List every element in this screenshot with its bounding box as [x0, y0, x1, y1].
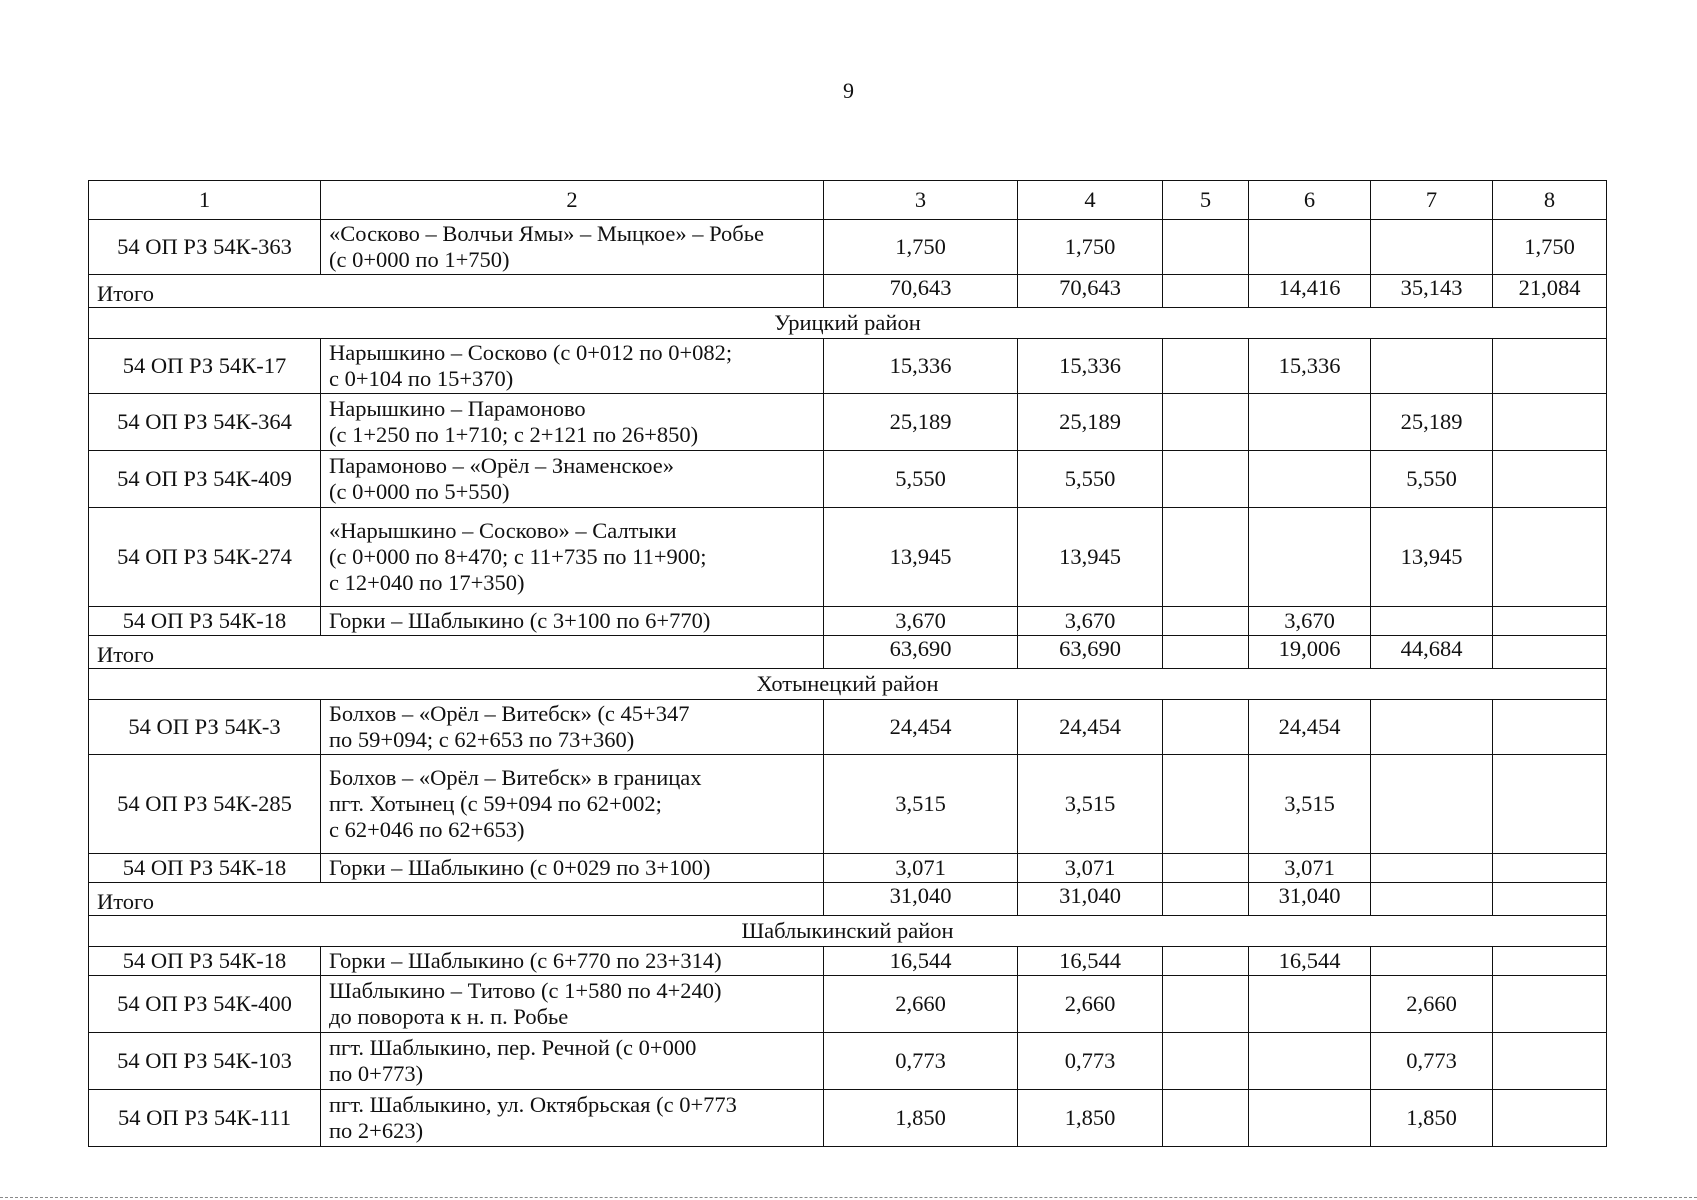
value-col6 — [1249, 451, 1371, 508]
value-col8 — [1493, 700, 1607, 755]
value-col7 — [1371, 607, 1493, 636]
value-col8 — [1493, 339, 1607, 394]
value-col6 — [1249, 508, 1371, 607]
column-number: 3 — [824, 181, 1018, 220]
value-col3: 1,750 — [824, 220, 1018, 275]
road-name: Парамоново – «Орёл – Знаменское» (с 0+000 по 5+550) — [321, 451, 824, 508]
road-code: 54 ОП РЗ 54К-18 — [89, 607, 321, 636]
value-col5 — [1163, 607, 1249, 636]
value-col8 — [1493, 508, 1607, 607]
road-name: пгт. Шаблыкино, пер. Речной (с 0+000 по 0+773) — [321, 1033, 824, 1090]
total-col7: 44,684 — [1371, 636, 1493, 669]
table-row — [89, 700, 1607, 755]
total-row — [89, 883, 1607, 916]
value-col3: 3,515 — [824, 755, 1018, 854]
value-col4: 1,850 — [1018, 1090, 1163, 1147]
value-col7 — [1371, 339, 1493, 394]
road-code: 54 ОП РЗ 54К-409 — [89, 451, 321, 508]
value-col8 — [1493, 854, 1607, 883]
total-col8 — [1493, 883, 1607, 916]
table-row — [89, 976, 1607, 1033]
value-col7: 2,660 — [1371, 976, 1493, 1033]
table-row — [89, 607, 1607, 636]
road-name: Горки – Шаблыкино (с 0+029 по 3+100) — [321, 854, 824, 883]
roads-table — [88, 180, 1607, 1147]
value-col6 — [1249, 220, 1371, 275]
value-col5 — [1163, 755, 1249, 854]
road-code: 54 ОП РЗ 54К-400 — [89, 976, 321, 1033]
total-col7 — [1371, 883, 1493, 916]
value-col7: 0,773 — [1371, 1033, 1493, 1090]
road-code: 54 ОП РЗ 54К-18 — [89, 854, 321, 883]
value-col3: 13,945 — [824, 508, 1018, 607]
total-col6: 31,040 — [1249, 883, 1371, 916]
total-label: Итого — [89, 275, 824, 308]
district-title: Хотынецкий район — [89, 669, 1607, 700]
table-row — [89, 508, 1607, 607]
value-col3: 1,850 — [824, 1090, 1018, 1147]
table-row — [89, 451, 1607, 508]
district-title: Урицкий район — [89, 308, 1607, 339]
value-col3: 15,336 — [824, 339, 1018, 394]
value-col7: 25,189 — [1371, 394, 1493, 451]
value-col7: 5,550 — [1371, 451, 1493, 508]
value-col4: 15,336 — [1018, 339, 1163, 394]
road-code: 54 ОП РЗ 54К-17 — [89, 339, 321, 394]
value-col4: 0,773 — [1018, 1033, 1163, 1090]
table-row — [89, 220, 1607, 275]
value-col3: 2,660 — [824, 976, 1018, 1033]
column-number: 2 — [321, 181, 824, 220]
value-col8 — [1493, 394, 1607, 451]
value-col5 — [1163, 1090, 1249, 1147]
total-row — [89, 275, 1607, 308]
value-col3: 0,773 — [824, 1033, 1018, 1090]
value-col8 — [1493, 755, 1607, 854]
value-col3: 24,454 — [824, 700, 1018, 755]
value-col8 — [1493, 1090, 1607, 1147]
value-col8 — [1493, 451, 1607, 508]
value-col7 — [1371, 220, 1493, 275]
column-number: 7 — [1371, 181, 1493, 220]
road-name: Нарышкино – Сосково (с 0+012 по 0+082; с 0+104 по 15+370) — [321, 339, 824, 394]
district-row — [89, 308, 1607, 339]
table-row — [89, 394, 1607, 451]
table-row — [89, 1033, 1607, 1090]
value-col8 — [1493, 976, 1607, 1033]
total-col5 — [1163, 275, 1249, 308]
value-col6: 3,515 — [1249, 755, 1371, 854]
value-col4: 13,945 — [1018, 508, 1163, 607]
value-col5 — [1163, 854, 1249, 883]
road-code: 54 ОП РЗ 54К-285 — [89, 755, 321, 854]
value-col7: 13,945 — [1371, 508, 1493, 607]
value-col6 — [1249, 1090, 1371, 1147]
value-col5 — [1163, 508, 1249, 607]
column-number-row — [89, 181, 1607, 220]
scan-edge-line — [0, 1197, 1697, 1199]
column-number: 6 — [1249, 181, 1371, 220]
value-col4: 3,071 — [1018, 854, 1163, 883]
table-row — [89, 1090, 1607, 1147]
value-col5 — [1163, 339, 1249, 394]
district-title: Шаблыкинский район — [89, 916, 1607, 947]
value-col8 — [1493, 947, 1607, 976]
value-col7 — [1371, 755, 1493, 854]
table-row — [89, 755, 1607, 854]
value-col7 — [1371, 947, 1493, 976]
total-col6: 19,006 — [1249, 636, 1371, 669]
road-code: 54 ОП РЗ 54К-3 — [89, 700, 321, 755]
total-col5 — [1163, 636, 1249, 669]
column-number: 5 — [1163, 181, 1249, 220]
total-col4: 70,643 — [1018, 275, 1163, 308]
road-name: «Сосково – Волчьи Ямы» – Мыцкое» – Робье (с 0+000 по 1+750) — [321, 220, 824, 275]
value-col6: 24,454 — [1249, 700, 1371, 755]
value-col8: 1,750 — [1493, 220, 1607, 275]
value-col6: 3,670 — [1249, 607, 1371, 636]
road-code: 54 ОП РЗ 54К-363 — [89, 220, 321, 275]
value-col4: 1,750 — [1018, 220, 1163, 275]
value-col7 — [1371, 854, 1493, 883]
district-row — [89, 669, 1607, 700]
value-col3: 25,189 — [824, 394, 1018, 451]
total-label: Итого — [89, 883, 824, 916]
road-name: Шаблыкино – Титово (с 1+580 по 4+240) до поворота к н. п. Робье — [321, 976, 824, 1033]
total-col8 — [1493, 636, 1607, 669]
total-col5 — [1163, 883, 1249, 916]
value-col6: 15,336 — [1249, 339, 1371, 394]
road-name: «Нарышкино – Сосково» – Салтыки (с 0+000 по 8+470; с 11+735 по 11+900; с 12+040 по 17+350) — [321, 508, 824, 607]
road-name: Нарышкино – Парамоново (с 1+250 по 1+710; с 2+121 по 26+850) — [321, 394, 824, 451]
road-code: 54 ОП РЗ 54К-364 — [89, 394, 321, 451]
road-name: Горки – Шаблыкино (с 6+770 по 23+314) — [321, 947, 824, 976]
table-row — [89, 947, 1607, 976]
value-col4: 16,544 — [1018, 947, 1163, 976]
value-col3: 16,544 — [824, 947, 1018, 976]
total-col3: 31,040 — [824, 883, 1018, 916]
value-col4: 25,189 — [1018, 394, 1163, 451]
value-col5 — [1163, 220, 1249, 275]
value-col8 — [1493, 607, 1607, 636]
value-col5 — [1163, 947, 1249, 976]
value-col5 — [1163, 451, 1249, 508]
value-col6: 16,544 — [1249, 947, 1371, 976]
total-col3: 70,643 — [824, 275, 1018, 308]
value-col4: 24,454 — [1018, 700, 1163, 755]
road-code: 54 ОП РЗ 54К-111 — [89, 1090, 321, 1147]
column-number: 4 — [1018, 181, 1163, 220]
value-col5 — [1163, 394, 1249, 451]
value-col3: 3,071 — [824, 854, 1018, 883]
value-col4: 3,515 — [1018, 755, 1163, 854]
total-col4: 63,690 — [1018, 636, 1163, 669]
value-col6 — [1249, 1033, 1371, 1090]
table-row — [89, 339, 1607, 394]
total-col8: 21,084 — [1493, 275, 1607, 308]
total-label: Итого — [89, 636, 824, 669]
value-col4: 3,670 — [1018, 607, 1163, 636]
value-col7: 1,850 — [1371, 1090, 1493, 1147]
value-col3: 5,550 — [824, 451, 1018, 508]
value-col5 — [1163, 700, 1249, 755]
road-code: 54 ОП РЗ 54К-103 — [89, 1033, 321, 1090]
road-name: пгт. Шаблыкино, ул. Октябрьская (с 0+773 по 2+623) — [321, 1090, 824, 1147]
value-col5 — [1163, 1033, 1249, 1090]
total-col6: 14,416 — [1249, 275, 1371, 308]
column-number: 1 — [89, 181, 321, 220]
total-col3: 63,690 — [824, 636, 1018, 669]
value-col8 — [1493, 1033, 1607, 1090]
value-col5 — [1163, 976, 1249, 1033]
column-number: 8 — [1493, 181, 1607, 220]
road-name: Горки – Шаблыкино (с 3+100 по 6+770) — [321, 607, 824, 636]
page-number: 9 — [843, 78, 854, 103]
road-code: 54 ОП РЗ 54К-18 — [89, 947, 321, 976]
value-col4: 5,550 — [1018, 451, 1163, 508]
value-col7 — [1371, 700, 1493, 755]
district-row — [89, 916, 1607, 947]
table-row — [89, 854, 1607, 883]
value-col6: 3,071 — [1249, 854, 1371, 883]
total-col4: 31,040 — [1018, 883, 1163, 916]
value-col3: 3,670 — [824, 607, 1018, 636]
road-name: Болхов – «Орёл – Витебск» (с 45+347 по 59+094; с 62+653 по 73+360) — [321, 700, 824, 755]
road-code: 54 ОП РЗ 54К-274 — [89, 508, 321, 607]
value-col4: 2,660 — [1018, 976, 1163, 1033]
value-col6 — [1249, 976, 1371, 1033]
total-col7: 35,143 — [1371, 275, 1493, 308]
total-row — [89, 636, 1607, 669]
value-col6 — [1249, 394, 1371, 451]
road-name: Болхов – «Орёл – Витебск» в границах пгт. Хотынец (с 59+094 по 62+002; с 62+046 по 62+653) — [321, 755, 824, 854]
